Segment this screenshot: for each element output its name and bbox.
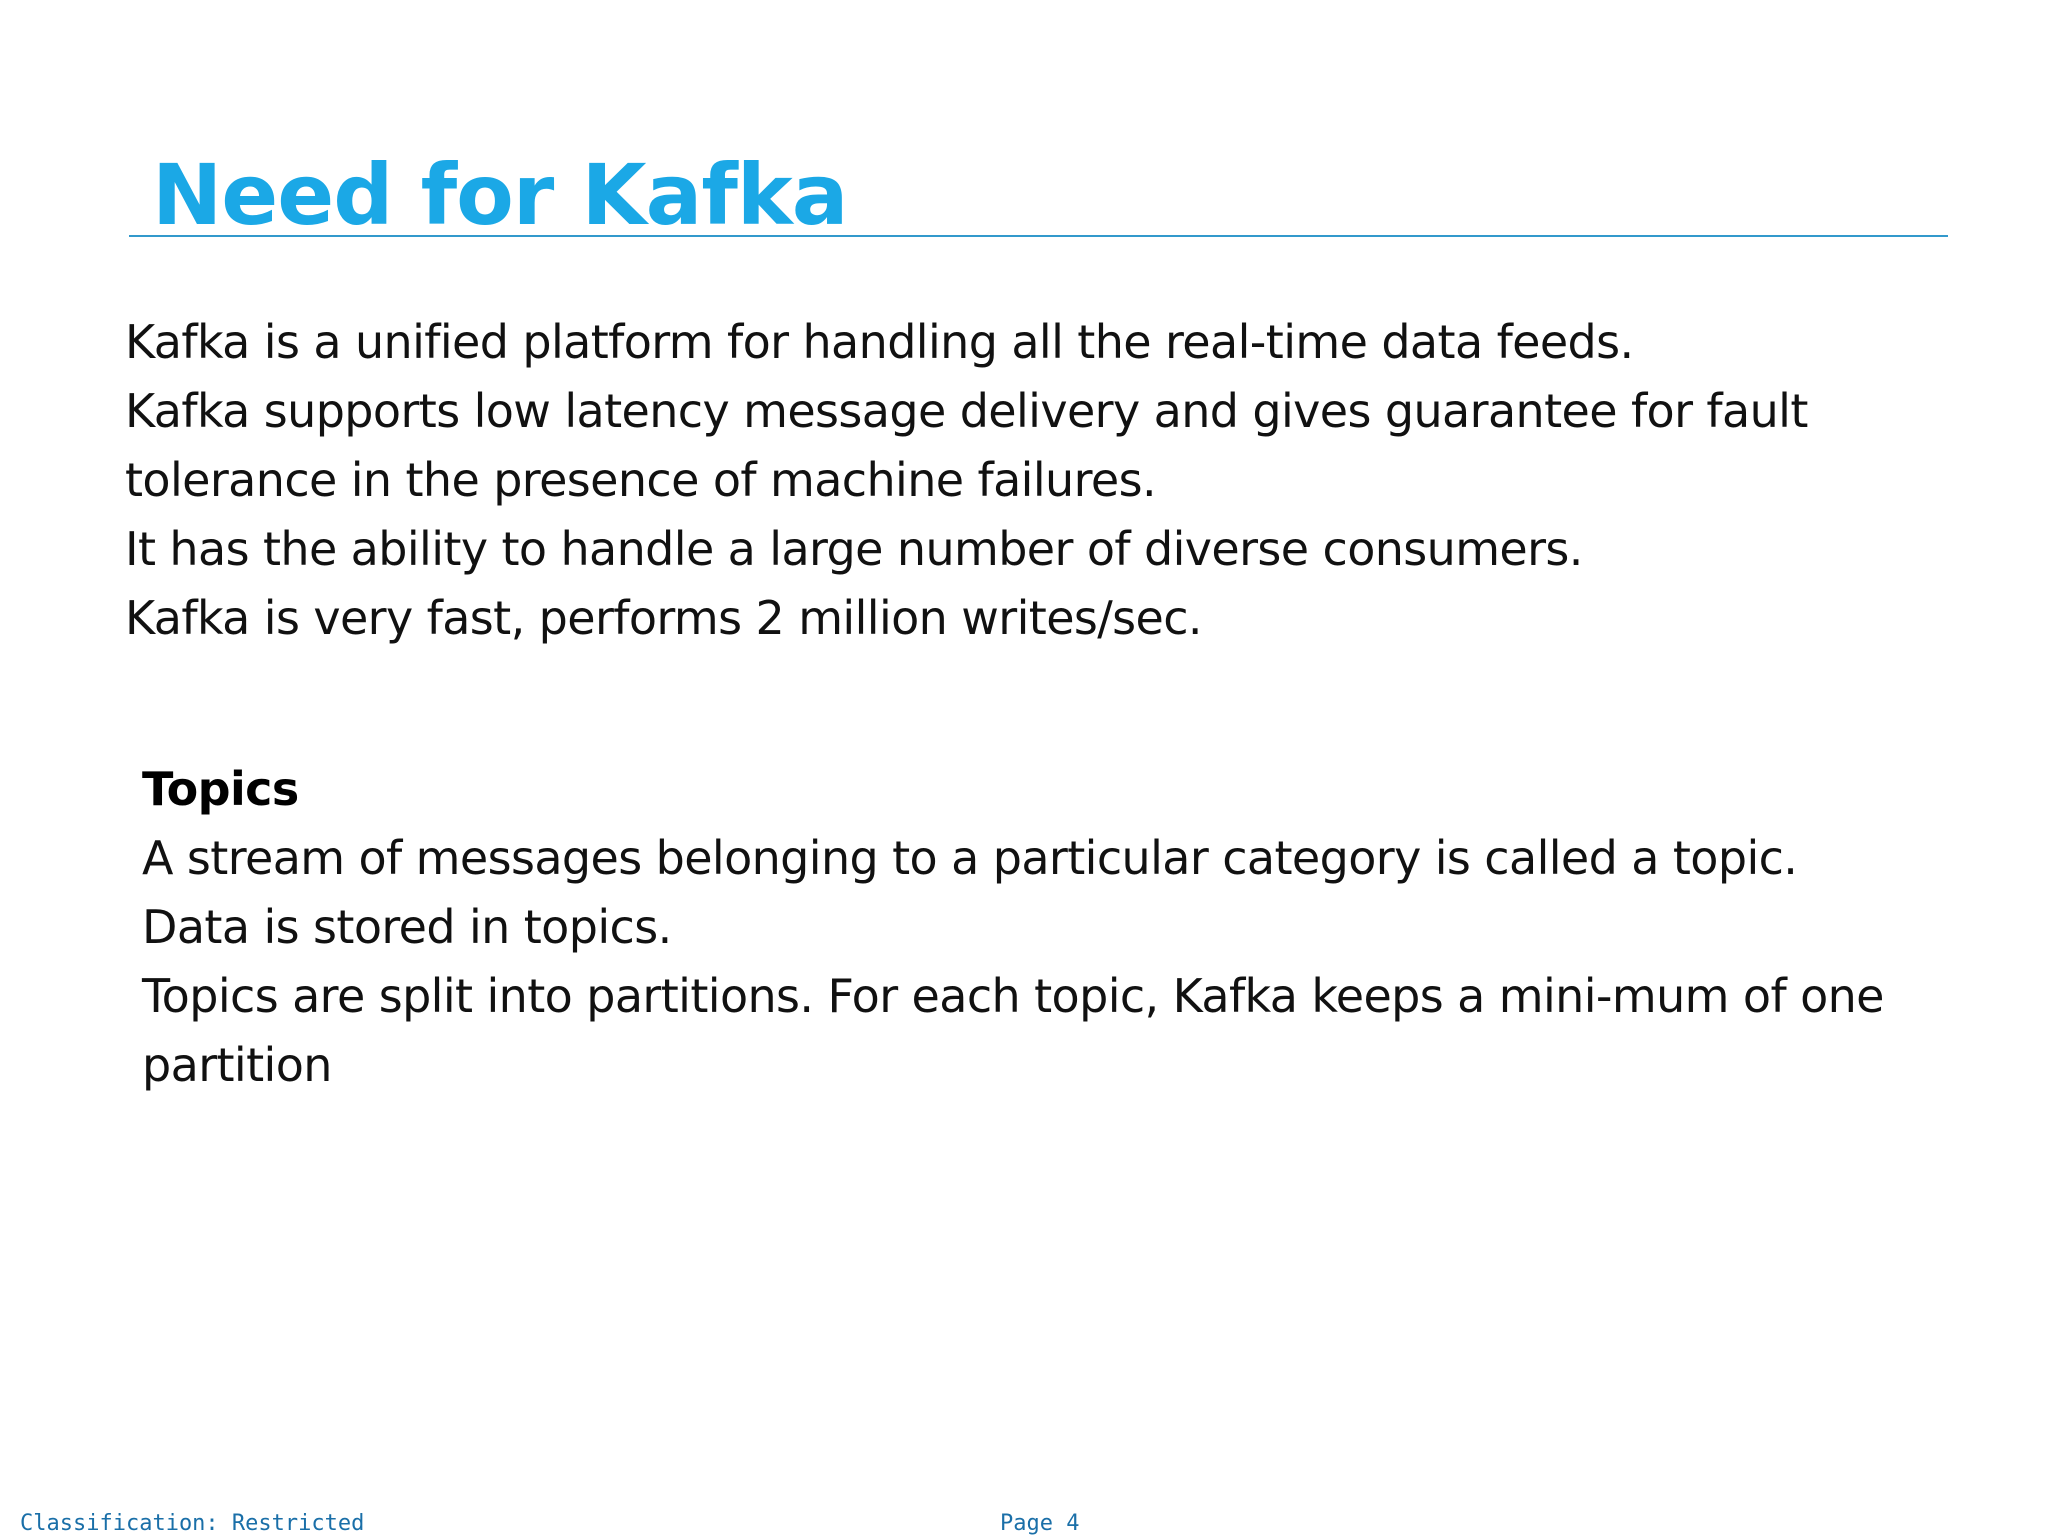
topics-line-stored: Data is stored in topics.: [142, 900, 672, 954]
slide-title: Need for Kafka: [152, 146, 848, 244]
topics-section: [142, 755, 1932, 1100]
title-underline: [129, 235, 1948, 237]
body-line-unified-platform: Kafka is a unified platform for handling all the real-time data feeds.: [125, 315, 1634, 369]
topics-heading: Topics: [142, 762, 299, 816]
body-line-diverse-consumers: It has the ability to handle a large number of diverse consumers.: [125, 522, 1583, 576]
topics-list: [142, 824, 1932, 1100]
topics-line-stream: A stream of messages belonging to a particular category is called a topic.: [142, 831, 1798, 885]
footer-classification: Classification: Restricted: [20, 1511, 365, 1536]
footer-page-number: Page 4: [1000, 1511, 1080, 1536]
body-line-low-latency: Kafka supports low latency message delivery and gives guarantee for fault tolerance in the presence of machine failures.: [125, 384, 1808, 507]
body-line-fast-writes: Kafka is very fast, performs 2 million writes/sec.: [125, 591, 1202, 645]
topics-line-partitions: Topics are split into partitions. For each topic, Kafka keeps a mini-mum of one partition: [142, 969, 1884, 1092]
body-text-block: [125, 308, 1915, 653]
